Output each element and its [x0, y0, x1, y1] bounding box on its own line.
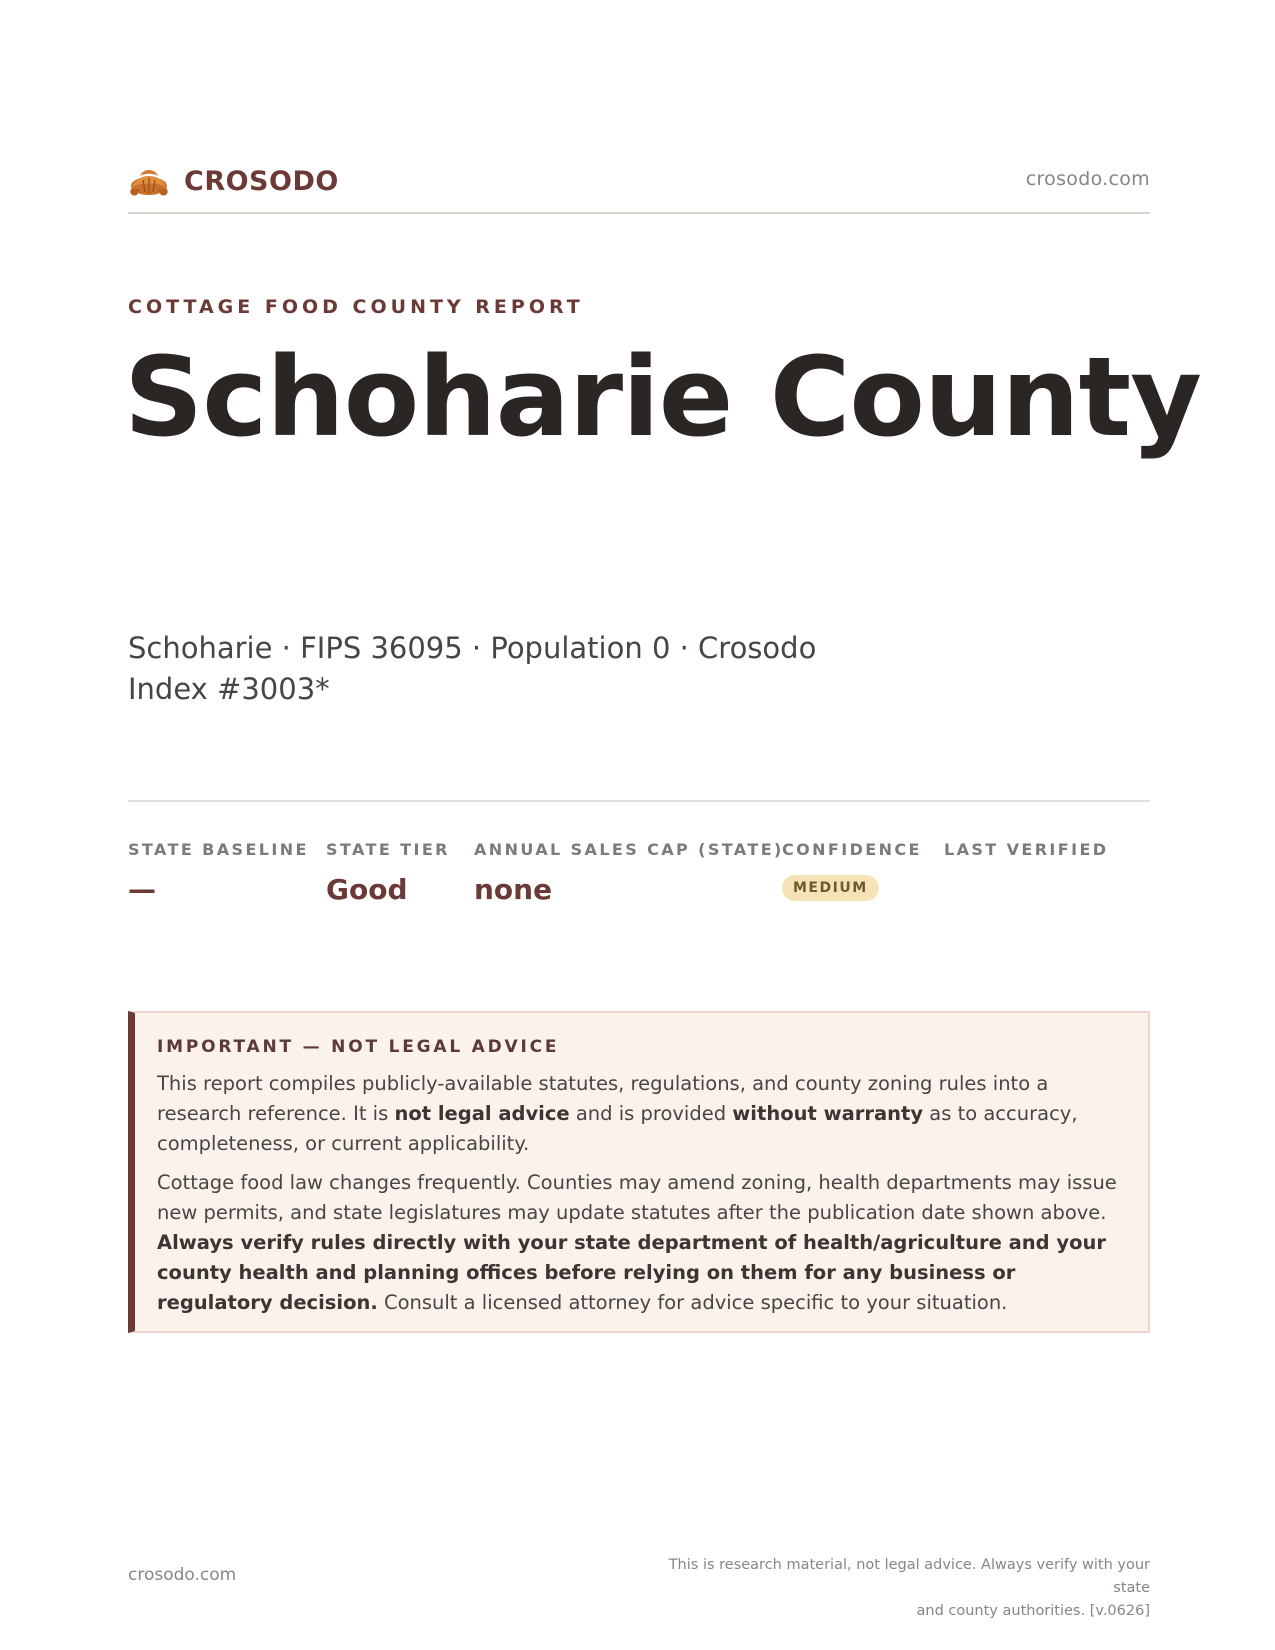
- legal-notice: [128, 1011, 1150, 1333]
- notice-paragraph: [157, 1168, 1127, 1318]
- stat-label: CONFIDENCE: [782, 840, 922, 859]
- notice-text: Cottage food law changes frequently. Counties may amend zoning, health departments may issue new permits, and state legislatures may update statutes after the publication date shown above.: [157, 1171, 1117, 1224]
- notice-title: IMPORTANT — NOT LEGAL ADVICE: [157, 1037, 560, 1057]
- notice-paragraph: [157, 1069, 1127, 1159]
- stat-value: Good: [326, 873, 408, 906]
- stat-confidence: [782, 840, 922, 901]
- brand[interactable]: [128, 162, 339, 200]
- notice-text: This report compiles publicly-available statutes, regulations, and county zoning rules into a research reference. It is: [157, 1072, 1049, 1125]
- stat-label: STATE BASELINE: [128, 840, 309, 859]
- stat-label: ANNUAL SALES CAP (STATE): [474, 840, 784, 859]
- notice-text: Consult a licensed attorney for advice specific to your situation.: [377, 1291, 1008, 1314]
- footer-disclaimer: [630, 1554, 1150, 1623]
- notice-emphasis: not legal advice: [394, 1102, 570, 1125]
- notice-text: and is provided: [569, 1102, 733, 1125]
- notice-emphasis: without warranty: [732, 1102, 924, 1125]
- page-title: Schoharie County: [124, 333, 1201, 461]
- stat-value: none: [474, 873, 553, 906]
- footer-disclaimer-line: and county authorities. [v.0626]: [916, 1603, 1150, 1619]
- stats-row: [128, 800, 1150, 906]
- notice-emphasis: Always verify rules directly with your state department of health/agriculture and your county health and planning offices before relying on them for any business or regulatory decision.: [157, 1231, 1107, 1314]
- stat-state-tier: [326, 840, 450, 906]
- footer-site[interactable]: crosodo.com: [128, 1565, 237, 1585]
- report-page: [124, 0, 1201, 1650]
- stat-annual-sales-cap: [474, 840, 784, 906]
- report-type-label: COTTAGE FOOD COUNTY REPORT: [128, 296, 584, 318]
- footer-disclaimer-line: This is research material, not legal advice. Always verify with your state: [668, 1557, 1150, 1596]
- notice-body: [157, 1069, 1127, 1327]
- notice-text: as to accuracy, completeness, or current applicability.: [157, 1102, 1078, 1155]
- stat-last-verified: [944, 840, 1108, 873]
- site-link[interactable]: crosodo.com: [1025, 168, 1150, 190]
- brand-name: CROSODO: [184, 165, 339, 197]
- stat-label: STATE TIER: [326, 840, 450, 859]
- croissant-icon: [128, 162, 170, 200]
- confidence-badge: MEDIUM: [782, 875, 879, 901]
- page-header: [128, 158, 1150, 214]
- stat-value: —: [128, 873, 156, 906]
- county-subtitle: Schoharie · FIPS 36095 · Population 0 · Crosodo Index #3003*: [128, 631, 817, 706]
- stat-label: LAST VERIFIED: [944, 840, 1109, 859]
- stat-state-baseline: [128, 840, 309, 906]
